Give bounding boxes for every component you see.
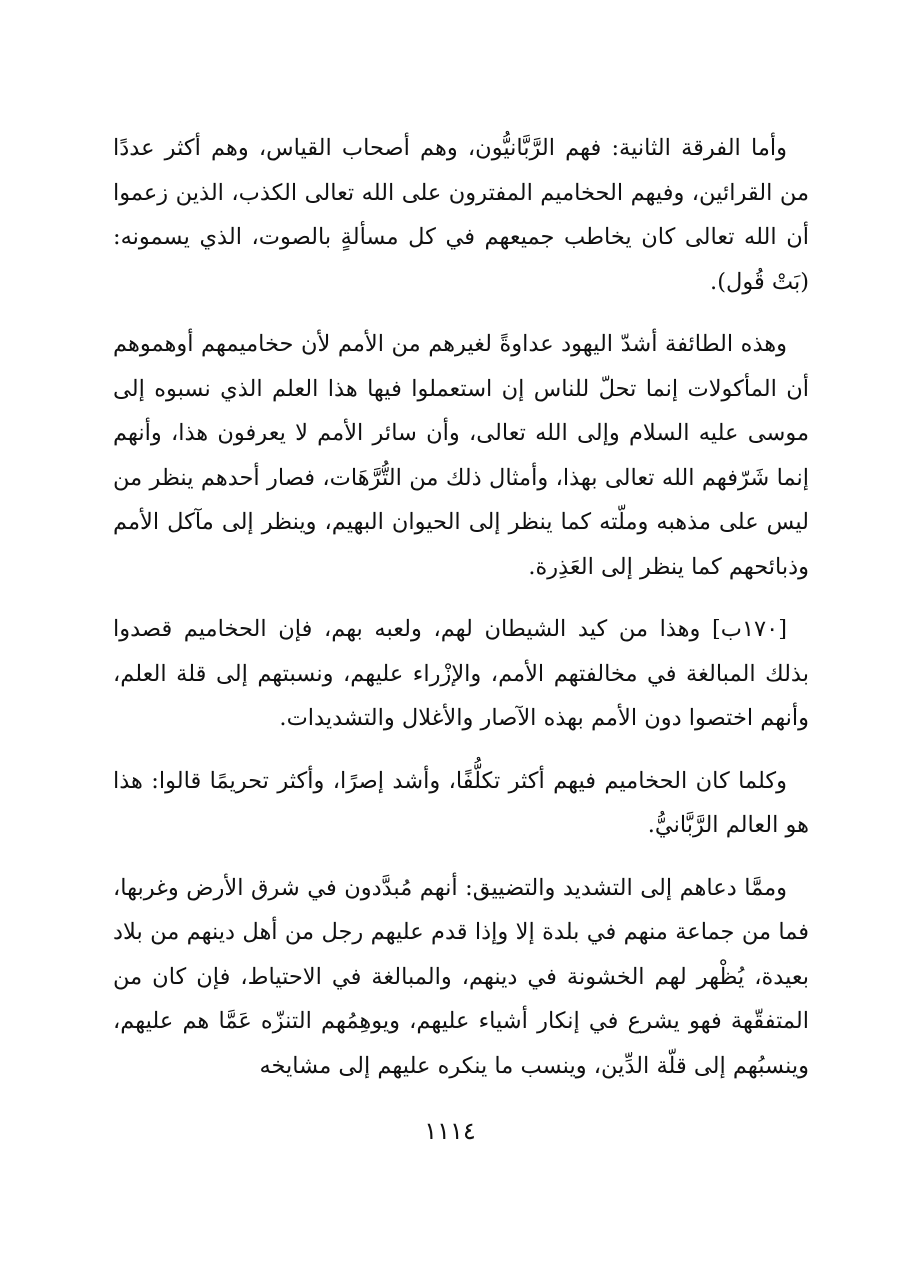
paragraph-4 (113, 759, 809, 848)
page-number: ١١١٤ (424, 1117, 476, 1145)
paragraph-3-text: [١٧٠ب] وهذا من كيد الشيطان لهم، ولعبه بهم، فإن الحخاميم قصدوا بذلك المبالغة في مخالفتهم الأمم، والإزْراء عليهم، ونسبتهم إلى قلة العلم، وأنهم اختصوا دون الأمم بهذه الآصار والأغلال والتشديدات. (113, 616, 809, 731)
paragraph-2 (113, 322, 809, 589)
paragraph-5-text: وممَّا دعاهم إلى التشديد والتضييق: أنهم مُبدَّدون في شرق الأرض وغربها، فما من جماعة منهم في بلدة إلا وإذا قدم عليهم رجل من أهل دينهم من بلاد بعيدة، يُظْهر لهم الخشونة في دينهم، والمبالغة في الاحتياط، فإن كان من المتفقّهة فهو يشرع في إنكار أشياء عليهم، ويوهِمُهم التنزّه عَمَّا هم عليهم، وينسبُهم إلى قلّة الدِّين، وينسب ما ينكره عليهم إلى مشايخه (113, 874, 809, 1079)
paragraph-4-text: وكلما كان الحخاميم فيهم أكثر تكلُّفًا، وأشد إصرًا، وأكثر تحريمًا قالوا: هذا هو العالم الرَّبَّانيُّ. (113, 767, 809, 838)
paragraph-1-text: وأما الفرقة الثانية: فهم الرَّبَّانيُّون، وهم أصحاب القياس، وهم أكثر عددًا من القرائين، وفيهم الحخاميم المفترون على الله تعالى الكذب، الذين زعموا أن الله تعالى كان يخاطب جميعهم في كل مسألةٍ بالصوت، الذي يسمونه: (بَتْ قُول). (113, 135, 809, 295)
paragraph-2-text: وهذه الطائفة أشدّ اليهود عداوةً لغيرهم من الأمم لأن حخاميمهم أوهموهم أن المأكولات إنما تحلّ للناس إن استعملوا فيها هذا العلم الذي نسبوه إلى موسى عليه السلام وإلى الله تعالى، وأن سائر الأمم لا يعرفون هذا، وأنهم إنما شَرّفهم الله تعالى بهذا، وأمثال ذلك من التُّرَّهَات، فصار أحدهم ينظر من ليس على مذهبه وملّته كما ينظر إلى الحيوان البهيم، وينظر إلى مآكل الأمم وذبائحهم كما ينظر إلى العَذِرة. (113, 331, 809, 580)
paragraph-3 (113, 607, 809, 741)
paragraph-5 (113, 866, 809, 1089)
page-body (113, 126, 809, 1106)
paragraph-1 (113, 126, 809, 304)
